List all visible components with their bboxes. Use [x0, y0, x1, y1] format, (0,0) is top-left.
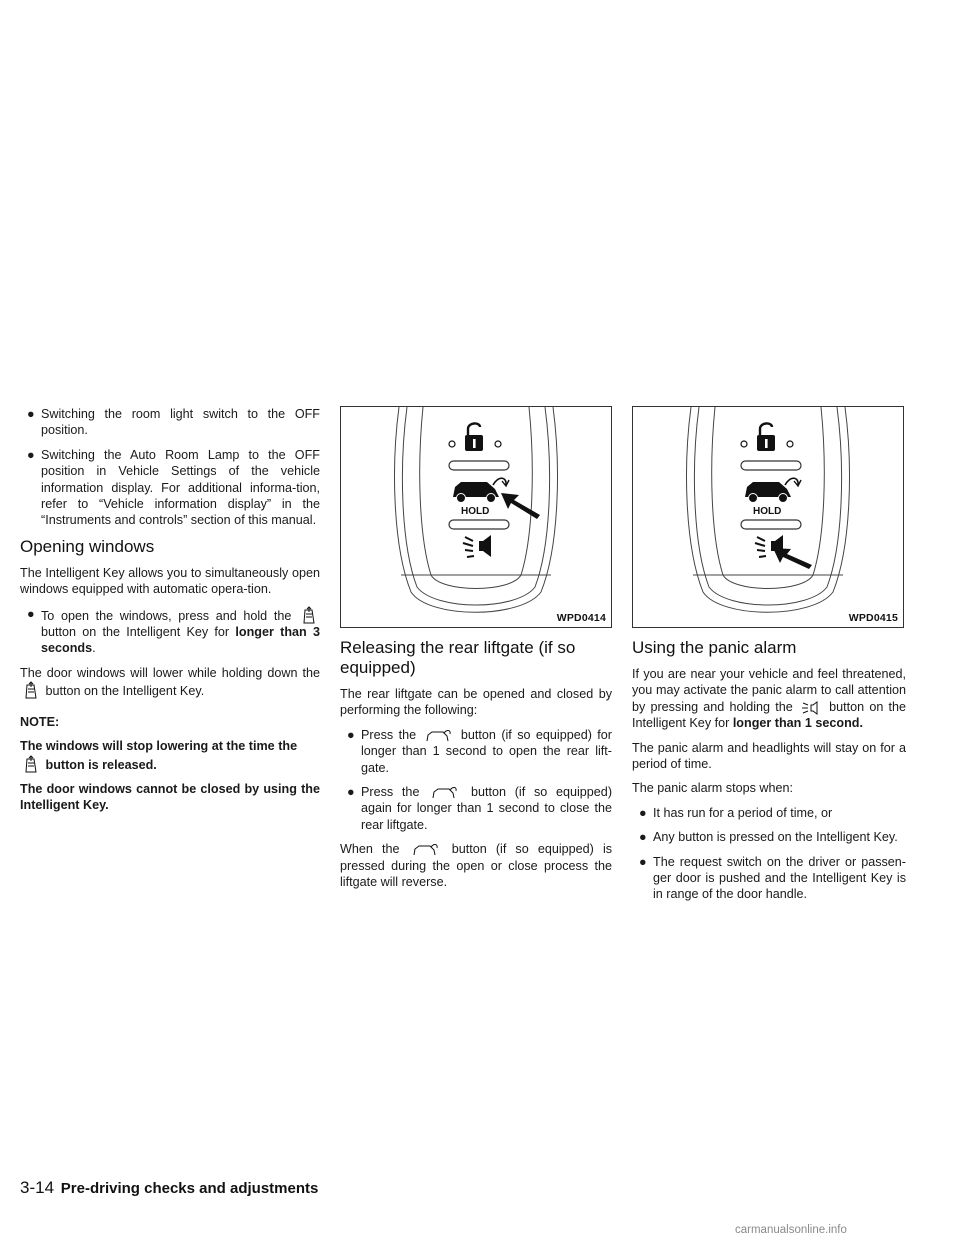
panic-button-icon [802, 701, 820, 715]
list-item [632, 854, 906, 903]
lock-icon [741, 423, 793, 451]
section-title: Pre-driving checks and adjustments [60, 1180, 319, 1197]
list-item [340, 784, 612, 833]
arrow-icon [501, 493, 540, 519]
key-fob-illustration [633, 407, 905, 629]
liftgate-button-icon [745, 478, 801, 502]
paragraph: The panic alarm stops when: [632, 781, 794, 796]
paragraph-text: When the [340, 842, 400, 857]
paragraph [20, 665, 320, 700]
page-number: 3-14 [20, 1178, 55, 1197]
figure-liftgate-button [340, 406, 612, 628]
section-heading-panic-alarm: Using the panic alarm [632, 638, 797, 657]
window-button-icon [302, 606, 316, 624]
note-text [20, 781, 320, 814]
window-button-icon [24, 681, 38, 699]
list-item-text: button (if so equipped) for longer than 1 second to open the rear lift-gate. [361, 727, 613, 775]
bullet: ● [27, 606, 35, 621]
note-text-bold: The windows will stop lowering at the time the [20, 739, 298, 754]
page-footer [20, 1178, 318, 1198]
list-item-text: button (if so equipped) again for longer than 1 second to close the rear liftgate. [361, 785, 613, 832]
list-item-text: The request switch on the driver or passen-ger door is pushed and the Intelligent Key is in range of the door handle. [653, 854, 906, 902]
punctuation: . [92, 641, 96, 656]
list-item [632, 805, 906, 821]
list-item [632, 829, 906, 845]
arrow-icon [773, 548, 812, 569]
bullet: ● [639, 805, 647, 820]
liftgate-button-icon [426, 729, 452, 743]
paragraph: The panic alarm and headlights will stay on for a period of time. [632, 740, 906, 772]
paragraph [632, 666, 906, 732]
list-item-text: Any button is pressed on the Intelligent Key. [653, 830, 898, 845]
liftgate-button-icon [432, 786, 458, 800]
column-middle [340, 406, 612, 898]
watermark: carmanualsonline.info [735, 1224, 847, 1236]
column-left [20, 406, 320, 822]
list-item-text: It has run for a period of time, or [653, 805, 833, 820]
emphasis: longer than 1 second. [732, 716, 863, 731]
note-text-bold: button is released. [45, 757, 157, 772]
bullet: ● [639, 830, 647, 845]
section-heading-opening-windows: Opening windows [20, 536, 155, 556]
section-heading-releasing-liftgate: Releasing the rear liftgate (if so equipped) [340, 638, 576, 677]
note-label [20, 714, 320, 730]
list-item [340, 727, 612, 776]
paragraph-text: button on the Intelligent Key. [45, 684, 205, 699]
figure-code: WPD0415 [848, 611, 898, 624]
liftgate-button-icon [413, 843, 439, 857]
panic-button-icon [463, 535, 491, 557]
window-button-icon [24, 755, 38, 773]
list-item-text: button on the Intelligent Key for [41, 625, 230, 640]
column-right [632, 406, 906, 911]
bullet: ● [347, 727, 355, 742]
bullet: ● [27, 447, 35, 462]
hold-label: HOLD [753, 506, 782, 517]
figure-panic-button [632, 406, 904, 628]
note-text [20, 738, 320, 773]
list-item [20, 606, 320, 657]
bullet: ● [347, 785, 355, 800]
list-item-text: Switching the Auto Room Lamp to the OFF position in Vehicle Settings of the vehicle information display. For additional informa-tion, refer to “Vehicle information display” in the “Instruments and controls” section of this manual. [41, 447, 320, 528]
emphasis: longer than 3 seconds [41, 625, 320, 656]
list-item-text: Press the [361, 785, 420, 800]
paragraph-text: If you are near your vehicle and feel threatened, you may activate the panic alarm to call attention by pressing and holding the [632, 667, 906, 714]
bullet: ● [27, 407, 35, 421]
paragraph: The rear liftgate can be opened and closed by performing the following: [340, 687, 612, 718]
note-label-text: NOTE: [20, 714, 60, 729]
list-item-text: Switching the room light switch to the OFF position. [41, 407, 320, 438]
list-item [20, 447, 320, 529]
paragraph [340, 841, 612, 890]
paragraph-text: button (if so equipped) is pressed during the open or close process the liftgate will reverse. [340, 842, 613, 890]
list-item-text: Press the [361, 727, 417, 742]
paragraph: The Intelligent Key allows you to simultaneously open windows equipped with automatic opera-tion. [20, 565, 320, 597]
note-text-bold: The door windows cannot be closed by using the Intelligent Key. [20, 781, 320, 813]
paragraph-text: button on the Intelligent Key for [632, 699, 907, 731]
key-fob-illustration [341, 407, 613, 629]
bullet: ● [639, 854, 647, 869]
figure-code: WPD0414 [556, 611, 606, 624]
list-item-text: To open the windows, press and hold the [41, 608, 292, 623]
liftgate-button-icon [453, 478, 509, 502]
paragraph-text: The door windows will lower while holding down the [20, 665, 320, 680]
list-item [20, 406, 320, 439]
hold-label: HOLD [461, 506, 490, 517]
lock-icon [449, 423, 501, 451]
